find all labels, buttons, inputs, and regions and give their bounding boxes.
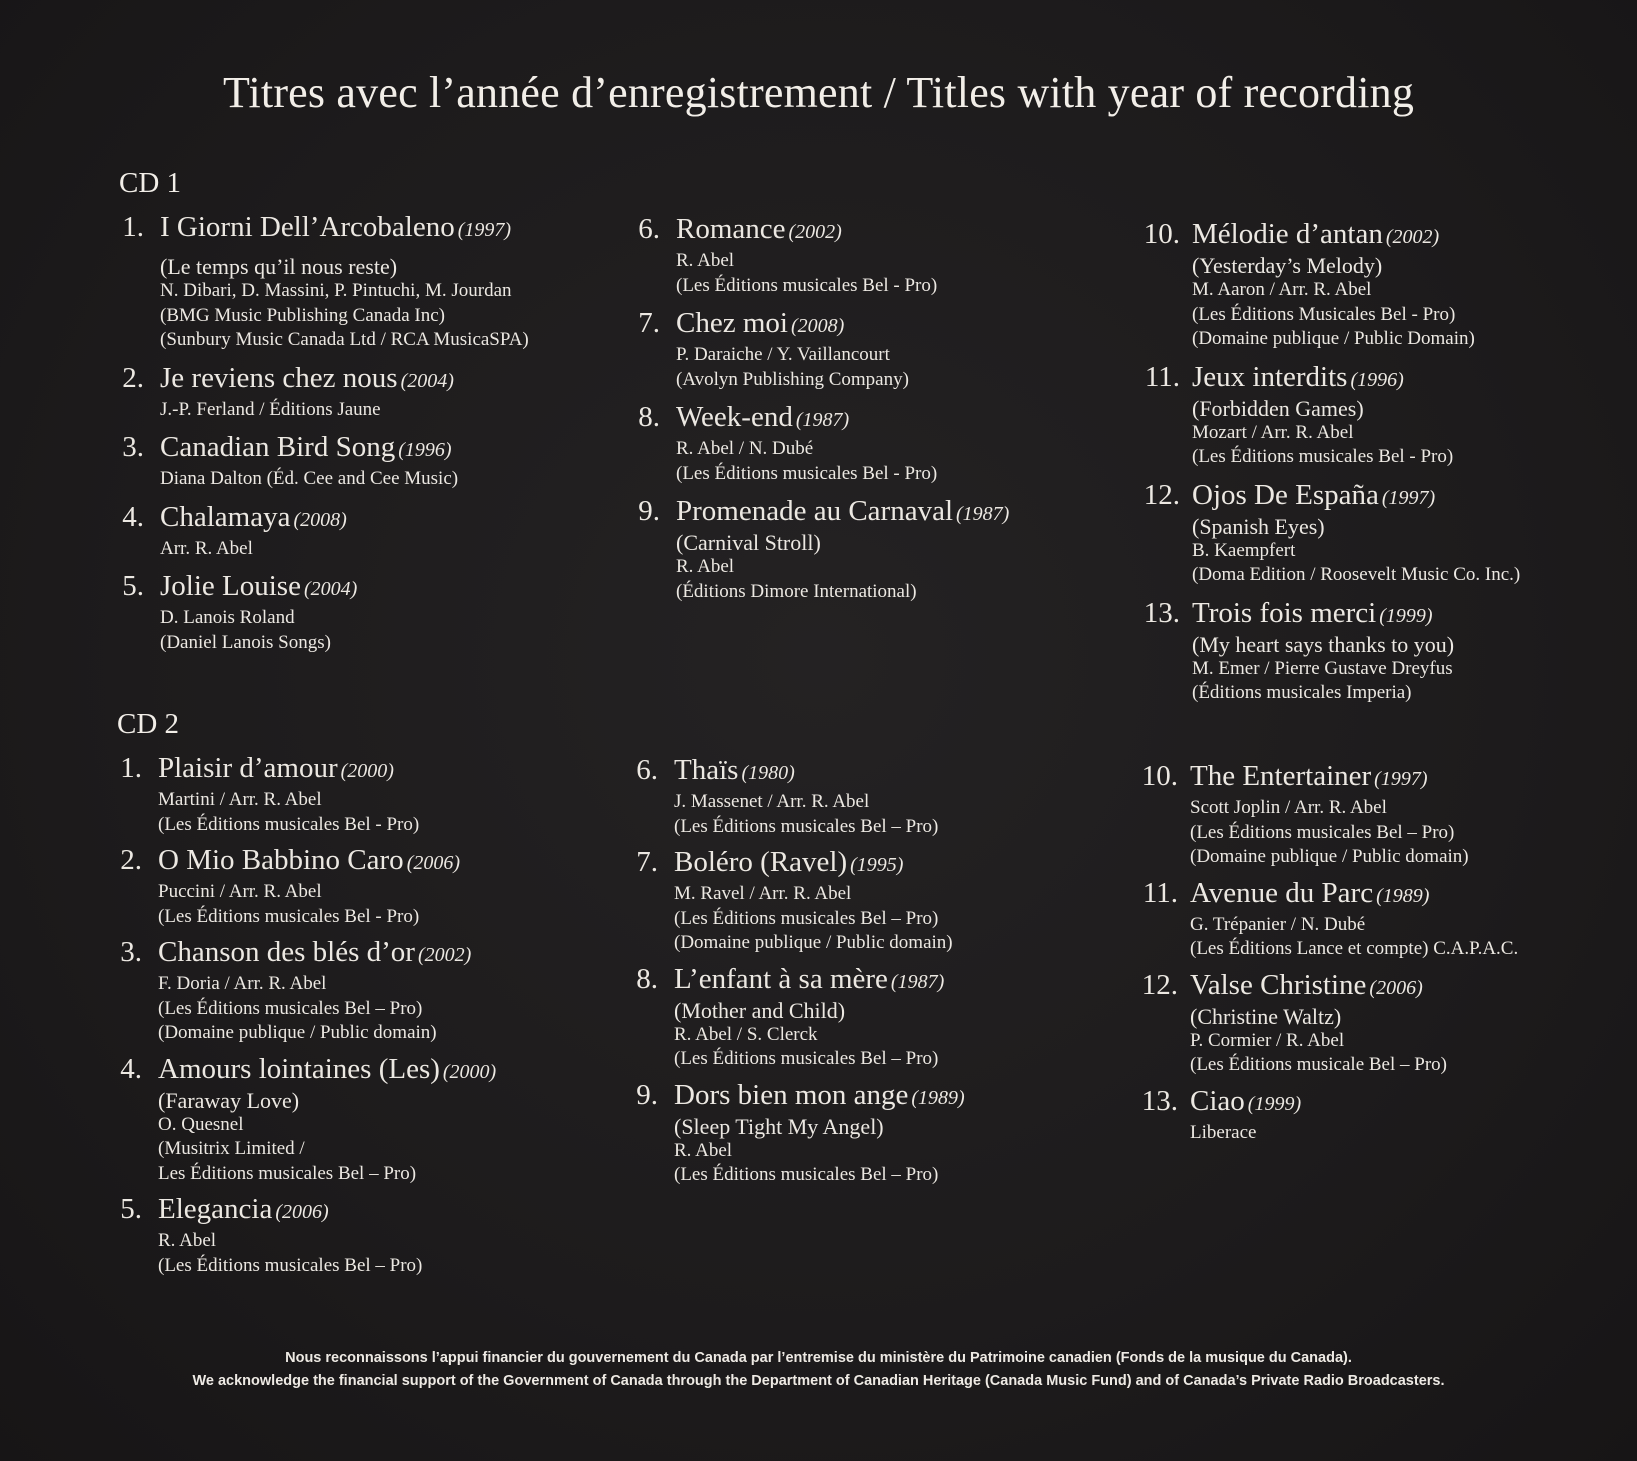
track-title-line: [1192, 217, 1604, 254]
track-number: 10.: [1143, 218, 1180, 250]
track-year: (1987): [890, 970, 945, 993]
track-title-line: [158, 1192, 604, 1229]
track-title: Amours lointaines (Les): [158, 1052, 440, 1085]
track-title: Je reviens chez nous: [160, 361, 398, 394]
track-credit: (Domaine publique / Public Domain): [1192, 328, 1475, 349]
track-credit: (Éditions musicales Imperia): [1192, 682, 1412, 703]
track-title: Valse Christine: [1190, 968, 1367, 1001]
track-title-line: [1190, 968, 1602, 1005]
track-credit: Puccini / Arr. R. Abel: [158, 881, 322, 902]
track-credit: Liberace: [1190, 1121, 1257, 1143]
track-year: (2006): [275, 1201, 329, 1223]
cd2-label: CD 2: [117, 708, 180, 740]
track-credit: (Les Éditions musicales Bel - Pro): [158, 813, 420, 835]
track-title-line: [158, 1052, 604, 1089]
cd2-column-3: [1132, 759, 1602, 1145]
track-title: Ciao: [1190, 1084, 1245, 1117]
track-number: 9.: [638, 495, 660, 527]
track-title: Chalamaya: [160, 500, 291, 533]
track-credit: Les Éditions musicales Bel – Pro): [158, 1162, 417, 1184]
track-credit: (Domaine publique / Public domain): [158, 1022, 437, 1043]
track-number: 7.: [636, 846, 658, 878]
track-title: Elegancia: [158, 1193, 273, 1225]
track-title: Thaïs: [674, 754, 739, 786]
cd1-column-1: [116, 210, 606, 655]
track-credit: (Les Éditions musicales Bel – Pro): [158, 997, 423, 1019]
track-title: O Mio Babbino Caro: [158, 844, 404, 876]
acknowledgement-french: Nous reconnaissons l’appui financier du gouvernement du Canada par l’entremise du ministère du Patrimoine canadien (Fonds de la musique du Canada).: [285, 1350, 1352, 1366]
track-title-line: [676, 400, 1102, 437]
track-title-line: [1190, 876, 1602, 913]
track-item: [630, 962, 1100, 1072]
track-credit: (Les Éditions musicales Bel - Pro): [1192, 446, 1454, 467]
track-credit: R. Abel: [158, 1230, 217, 1251]
track-credit: (Les Éditions musicales Bel – Pro): [674, 1048, 939, 1069]
track-item: [114, 935, 604, 1046]
track-title-line: [160, 361, 606, 398]
track-title: Ojos De España: [1192, 478, 1379, 511]
track-title-line: [674, 1078, 1100, 1115]
track-subtitle: (Carnival Stroll): [676, 530, 821, 555]
track-title: Avenue du Parc: [1190, 876, 1374, 909]
track-credit: J.-P. Ferland / Éditions Jaune: [160, 398, 381, 420]
track-item: [630, 753, 1100, 839]
track-credit: Martini / Arr. R. Abel: [158, 789, 322, 810]
track-title-line: [160, 500, 606, 537]
track-year: (1999): [1247, 1092, 1302, 1115]
track-title: Dors bien mon ange: [674, 1078, 909, 1111]
track-credit: (Les Éditions musicale Bel – Pro): [1190, 1054, 1447, 1075]
track-credit: (Les Éditions musicales Bel – Pro): [674, 815, 939, 837]
track-number: 2.: [120, 844, 142, 876]
track-number: 10.: [1141, 760, 1178, 792]
track-subtitle: (Mother and Child): [674, 997, 846, 1023]
track-title-line: [160, 210, 606, 247]
track-credit: R. Abel / S. Clerck: [674, 1023, 818, 1045]
track-item: [630, 845, 1100, 956]
track-year: (1997): [1374, 768, 1428, 790]
track-title-line: [1192, 596, 1604, 633]
track-title-line: [158, 843, 604, 880]
track-title: The Entertainer: [1190, 760, 1372, 792]
track-credit: J. Massenet / Arr. R. Abel: [674, 791, 870, 812]
track-year: (2006): [1369, 976, 1423, 999]
track-title-line: [1192, 360, 1604, 397]
track-credit: R. Abel / N. Dubé: [676, 438, 814, 459]
track-year: (1987): [795, 409, 850, 431]
track-item: [1132, 876, 1602, 962]
track-title: Plaisir d’amour: [158, 752, 338, 784]
track-credit: Mozart / Arr. R. Abel: [1192, 421, 1354, 443]
track-credit: M. Aaron / Arr. R. Abel: [1192, 279, 1372, 300]
track-item: [1132, 759, 1602, 870]
track-year: (1996): [398, 439, 452, 461]
track-number: 1.: [122, 211, 144, 243]
track-year: (1980): [741, 762, 795, 784]
track-number: 5.: [120, 1193, 142, 1225]
track-number: 3.: [122, 431, 144, 463]
track-item: [630, 1078, 1100, 1188]
track-credit: (Les Éditions musicales Bel – Pro): [674, 907, 939, 929]
track-item: [1132, 1084, 1602, 1146]
cd2-column-2: [630, 753, 1100, 1188]
track-credit: (Domaine publique / Public domain): [674, 932, 953, 953]
acknowledgement-english: We acknowledge the financial support of the Government of Canada through the Department of Canadian Heritage (Canada Music Fund) and of Canada’s Private Radio Broadcasters.: [192, 1373, 1445, 1389]
track-credit: R. Abel: [676, 250, 735, 271]
track-credit: F. Doria / Arr. R. Abel: [158, 973, 327, 994]
track-number: 4.: [120, 1052, 142, 1085]
track-title: L’enfant à sa mère: [674, 962, 888, 995]
track-credit: N. Dibari, D. Massini, P. Pintuchi, M. Jourdan: [160, 280, 512, 301]
track-item: [116, 569, 606, 655]
track-year: (2002): [417, 944, 472, 966]
track-title-line: [674, 962, 1100, 999]
track-subtitle: (Sleep Tight My Angel): [674, 1113, 884, 1139]
track-title-line: [1190, 759, 1602, 796]
track-item: [116, 430, 606, 492]
track-subtitle: (My heart says thanks to you): [1192, 631, 1455, 657]
track-number: 6.: [636, 754, 658, 786]
track-number: 3.: [120, 936, 142, 968]
track-title-line: [674, 845, 1100, 882]
track-year: (2002): [788, 221, 842, 243]
track-credit: (Éditions Dimore International): [676, 580, 917, 602]
track-credit: (Les Éditions Musicales Bel - Pro): [1192, 303, 1456, 325]
cd1-column-2: [632, 212, 1102, 604]
track-number: 11.: [1144, 360, 1180, 393]
track-credit: (BMG Music Publishing Canada Inc): [160, 304, 445, 326]
track-item: [632, 494, 1102, 604]
track-credit: (Les Éditions musicales Bel - Pro): [158, 905, 420, 927]
track-item: [1134, 217, 1604, 352]
track-credit: P. Daraiche / Y. Vaillancourt: [676, 344, 890, 365]
track-title-line: [674, 753, 1100, 790]
track-credit: Diana Dalton (Éd. Cee and Cee Music): [160, 468, 459, 489]
track-number: 7.: [638, 307, 660, 339]
track-credit: (Doma Edition / Roosevelt Music Co. Inc.): [1192, 564, 1521, 585]
track-item: [632, 212, 1102, 298]
track-year: (1996): [1350, 368, 1404, 391]
track-number: 4.: [122, 500, 144, 533]
track-title: Jeux interdits: [1192, 360, 1348, 393]
track-item: [1132, 968, 1602, 1078]
track-item: [116, 210, 606, 353]
track-year: (2004): [303, 578, 358, 600]
track-title-line: [160, 569, 606, 606]
track-title-line: [1192, 478, 1604, 515]
track-subtitle: (Forbidden Games): [1192, 395, 1364, 421]
track-credit: (Les Éditions musicales Bel – Pro): [1190, 821, 1455, 843]
track-credit: M. Emer / Pierre Gustave Dreyfus: [1192, 657, 1453, 679]
track-credit: (Les Éditions musicales Bel - Pro): [676, 462, 938, 484]
track-title-line: [676, 494, 1102, 531]
track-year: (2008): [293, 508, 347, 531]
track-subtitle: (Christine Waltz): [1190, 1003, 1342, 1029]
cd1-column-3: [1134, 217, 1604, 706]
track-credit: (Avolyn Publishing Company): [676, 368, 909, 390]
track-title: Chanson des blés d’or: [158, 936, 415, 968]
track-title: Jolie Louise: [160, 570, 301, 602]
track-number: 1.: [120, 752, 142, 784]
track-credit: (Musitrix Limited /: [158, 1138, 305, 1159]
track-item: [114, 751, 604, 837]
track-year: (1999): [1379, 604, 1433, 627]
track-credit: M. Ravel / Arr. R. Abel: [674, 883, 852, 904]
track-item: [632, 400, 1102, 486]
track-item: [632, 306, 1102, 392]
track-credit: R. Abel: [676, 556, 735, 577]
track-title-line: [158, 751, 604, 788]
page-title: Titres avec l’année d’enregistrement / Titles with year of recording: [222, 68, 1415, 117]
track-item: [114, 1052, 604, 1187]
track-title: Romance: [676, 213, 786, 245]
track-year: (2000): [442, 1060, 497, 1083]
track-year: (1997): [457, 219, 512, 241]
track-subtitle: (Spanish Eyes): [1192, 513, 1325, 539]
track-number: 12.: [1143, 478, 1180, 511]
track-number: 8.: [638, 401, 660, 433]
track-credit: (Domaine publique / Public domain): [1190, 846, 1469, 867]
track-credit: (Daniel Lanois Songs): [160, 631, 331, 653]
track-credit: (Les Éditions musicales Bel - Pro): [676, 274, 938, 296]
track-item: [114, 1192, 604, 1278]
track-subtitle: (Le temps qu’il nous reste): [160, 254, 398, 279]
track-credit: D. Lanois Roland: [160, 607, 295, 628]
track-title-line: [676, 306, 1102, 343]
track-credit: B. Kaempfert: [1192, 539, 1296, 561]
track-title: Week-end: [676, 401, 793, 433]
track-number: 8.: [636, 962, 658, 995]
track-year: (2002): [1385, 226, 1440, 248]
track-title: Trois fois merci: [1192, 596, 1377, 629]
track-title-line: [676, 212, 1102, 249]
track-title-line: [158, 935, 604, 972]
track-credit: (Sunbury Music Canada Ltd / RCA MusicaSPA): [160, 329, 529, 350]
track-year: (1995): [850, 854, 904, 876]
track-credit: G. Trépanier / N. Dubé: [1190, 913, 1366, 935]
track-number: 11.: [1142, 876, 1178, 909]
track-subtitle: (Yesterday’s Melody): [1192, 253, 1383, 278]
track-number: 9.: [636, 1078, 658, 1111]
track-subtitle: (Faraway Love): [158, 1087, 300, 1113]
track-year: (2006): [406, 852, 461, 874]
track-title: Boléro (Ravel): [674, 846, 848, 878]
track-item: [1134, 596, 1604, 706]
cd2-column-1: [114, 751, 604, 1278]
track-number: 5.: [122, 570, 144, 602]
track-title: Promenade au Carnaval: [676, 495, 954, 527]
track-number: 13.: [1141, 1084, 1178, 1117]
track-year: (1989): [911, 1086, 965, 1109]
track-title: Canadian Bird Song: [160, 431, 396, 463]
track-title: Chez moi: [676, 307, 788, 339]
track-number: 6.: [638, 213, 660, 245]
track-item: [116, 500, 606, 562]
track-title-line: [160, 430, 606, 467]
track-credit: P. Cormier / R. Abel: [1190, 1029, 1345, 1051]
track-number: 2.: [122, 361, 144, 394]
track-title-line: [1190, 1084, 1602, 1121]
track-year: (1997): [1381, 486, 1436, 509]
track-credit: Arr. R. Abel: [160, 537, 253, 559]
track-item: [1134, 478, 1604, 588]
track-item: [114, 843, 604, 929]
track-title: I Giorni Dell’Arcobaleno: [160, 211, 455, 243]
track-year: (2004): [400, 369, 454, 392]
track-year: (1989): [1376, 884, 1430, 907]
track-year: (2008): [790, 315, 845, 337]
track-credit: (Les Éditions musicales Bel – Pro): [674, 1164, 939, 1185]
track-title: Mélodie d’antan: [1192, 218, 1383, 250]
track-credit: O. Quesnel: [158, 1113, 244, 1135]
track-credit: R. Abel: [674, 1139, 733, 1161]
track-year: (2000): [340, 760, 394, 782]
track-number: 12.: [1141, 968, 1178, 1001]
cd1-label: CD 1: [119, 167, 182, 199]
track-item: [116, 361, 606, 423]
track-credit: (Les Éditions Lance et compte) C.A.P.A.C.: [1190, 938, 1519, 959]
track-credit: Scott Joplin / Arr. R. Abel: [1190, 797, 1387, 818]
track-number: 13.: [1143, 596, 1180, 629]
track-credit: (Les Éditions musicales Bel – Pro): [158, 1254, 423, 1276]
track-year: (1987): [956, 503, 1010, 525]
track-item: [1134, 360, 1604, 470]
